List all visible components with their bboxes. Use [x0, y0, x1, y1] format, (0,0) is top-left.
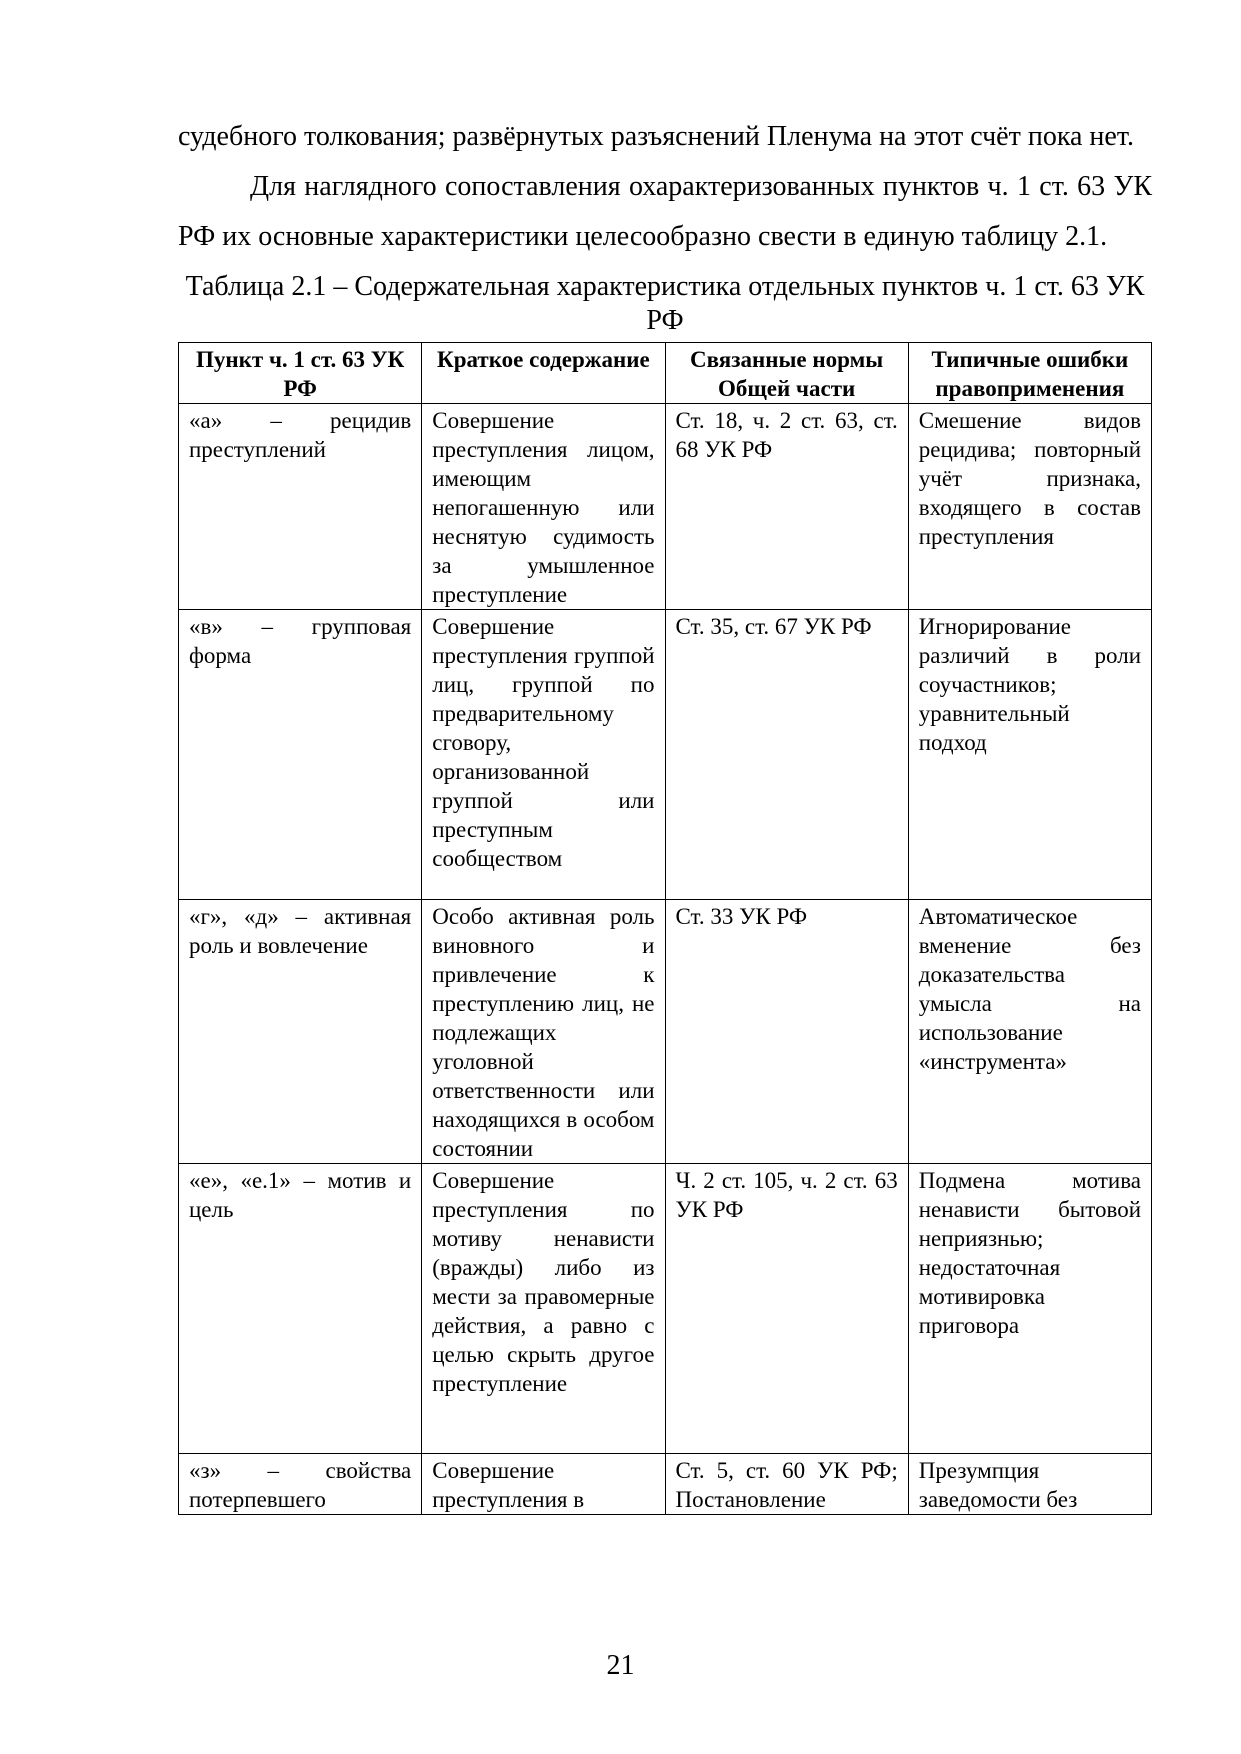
- cell-clause: «в» – групповая форма: [179, 610, 422, 900]
- cell-related-norms: Ст. 33 УК РФ: [665, 900, 908, 1164]
- cell-clause: «е», «е.1» – мотив и цель: [179, 1164, 422, 1454]
- page-number: 21: [606, 1650, 635, 1681]
- table-header-row: [179, 343, 1152, 404]
- table-row: [179, 610, 1152, 900]
- header-related-norms: Связанные нормы Общей части: [665, 343, 908, 404]
- document-page: [178, 112, 1152, 1515]
- cell-typical-errors: Игнорирование различий в роли соучастников; уравнительный подход: [908, 610, 1151, 900]
- table-row: [179, 1454, 1152, 1515]
- table-caption: Таблица 2.1 – Содержательная характеристика отдельных пунктов ч. 1 ст. 63 УК РФ: [185, 271, 1145, 336]
- cell-summary: Совершение преступления лицом, имеющим непогашенную или неснятую судимость за умышленное преступление: [422, 404, 665, 610]
- header-clause: Пункт ч. 1 ст. 63 УК РФ: [179, 343, 422, 404]
- paragraph-1: судебного толкования; развёрнутых разъяснений Пленума на этот счёт пока нет.: [178, 121, 1134, 152]
- table-row: [179, 404, 1152, 610]
- cell-clause: «г», «д» – активная роль и вовлечение: [179, 900, 422, 1164]
- cell-summary: Совершение преступления по мотиву ненависти (вражды) либо из мести за правомерные действия, а равно с целью скрыть другое преступление: [422, 1164, 665, 1454]
- cell-typical-errors: Презумпция заведомости без: [908, 1454, 1151, 1515]
- cell-clause: «а» – рецидив преступлений: [179, 404, 422, 610]
- cell-typical-errors: Подмена мотива ненависти бытовой неприязнью; недостаточная мотивировка приговора: [908, 1164, 1151, 1454]
- table-row: [179, 1164, 1152, 1454]
- paragraph-2: Для наглядного сопоставления охарактеризованных пунктов ч. 1 ст. 63 УК РФ их основные характеристики целесообразно свести в единую таблицу 2.1.: [178, 171, 1152, 252]
- header-summary: Краткое содержание: [422, 343, 665, 404]
- cell-typical-errors: Смешение видов рецидива; повторный учёт признака, входящего в состав преступления: [908, 404, 1151, 610]
- header-typical-errors: Типичные ошибки правоприменения: [908, 343, 1151, 404]
- cell-typical-errors: Автоматическое вменение без доказательства умысла на использование «инструмента»: [908, 900, 1151, 1164]
- cell-summary: Совершение преступления в: [422, 1454, 665, 1515]
- table-row: [179, 900, 1152, 1164]
- cell-related-norms: Ч. 2 ст. 105, ч. 2 ст. 63 УК РФ: [665, 1164, 908, 1454]
- cell-summary: Особо активная роль виновного и привлечение к преступлению лиц, не подлежащих уголовной ответственности или находящихся в особом состоянии: [422, 900, 665, 1164]
- cell-related-norms: Ст. 18, ч. 2 ст. 63, ст. 68 УК РФ: [665, 404, 908, 610]
- comparison-table: [178, 342, 1152, 1515]
- cell-clause: «з» – свойства потерпевшего: [179, 1454, 422, 1515]
- cell-summary: Совершение преступления группой лиц, группой по предварительному сговору, организованной группой или преступным сообществом: [422, 610, 665, 900]
- cell-related-norms: Ст. 35, ст. 67 УК РФ: [665, 610, 908, 900]
- cell-related-norms: Ст. 5, ст. 60 УК РФ; Постановление: [665, 1454, 908, 1515]
